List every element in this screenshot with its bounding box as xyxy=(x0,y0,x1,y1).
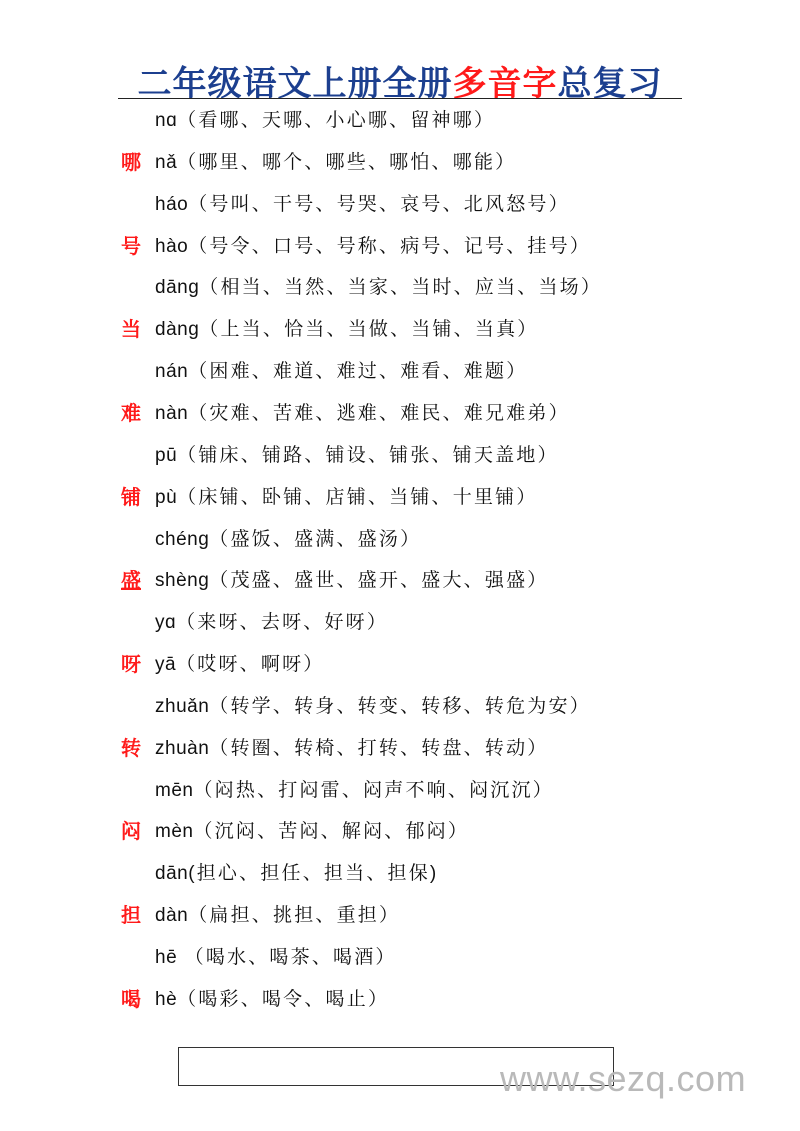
example-words: （号令、口号、号称、病号、记号、挂号） xyxy=(188,235,592,257)
pinyin: hè xyxy=(155,988,178,1010)
pinyin: nǎ xyxy=(155,151,178,173)
entry-text xyxy=(155,895,400,937)
example-words: （床铺、卧铺、店铺、当铺、十里铺） xyxy=(177,486,538,508)
example-words: （灾难、苦难、逃难、难民、难兄难弟） xyxy=(188,402,570,424)
entry-text xyxy=(155,184,570,226)
entry-text xyxy=(155,560,548,602)
entry-text xyxy=(155,435,559,477)
example-words: （沉闷、苦闷、解闷、郁闷） xyxy=(193,821,470,843)
entry-text xyxy=(155,100,495,142)
character-label: 难 xyxy=(121,402,141,425)
example-words: （扁担、挑担、重担） xyxy=(188,905,401,927)
entry-text xyxy=(155,979,389,1021)
pinyin: nɑ xyxy=(155,110,178,131)
pinyin: nán xyxy=(155,361,189,383)
pinyin: dàng xyxy=(155,319,200,341)
example-words: （看哪、天哪、小心哪、留神哪） xyxy=(177,110,496,131)
character-label: 当 xyxy=(121,319,141,342)
pinyin: hē xyxy=(155,947,178,968)
character-label: 呀 xyxy=(121,654,141,677)
example-words: （喝水、喝茶、喝酒） xyxy=(177,947,397,968)
pinyin: dān xyxy=(155,863,189,885)
entry-text xyxy=(155,602,388,644)
character-label: 闷 xyxy=(121,821,141,844)
example-words: （来呀、去呀、好呀） xyxy=(176,612,389,634)
character-label: 盛 xyxy=(121,570,141,593)
entry-text xyxy=(155,267,602,309)
character-label: 铺 xyxy=(121,486,141,509)
pinyin: dàn xyxy=(155,905,189,927)
entry-text xyxy=(155,309,538,351)
example-words: （哎呀、啊呀） xyxy=(176,654,325,676)
example-words: (担心、担任、担当、担保) xyxy=(188,863,439,885)
pinyin: nàn xyxy=(155,402,189,424)
entry-text xyxy=(155,351,527,393)
pinyin: zhuǎn xyxy=(155,695,210,717)
entry-text xyxy=(155,477,538,519)
entry-text xyxy=(155,393,570,435)
character-label: 哪 xyxy=(121,151,141,174)
entry-text xyxy=(155,728,548,770)
character-label: 号 xyxy=(121,235,141,258)
entry-text xyxy=(155,686,591,728)
example-words: （铺床、铺路、铺设、铺张、铺天盖地） xyxy=(177,444,559,466)
character-label: 担 xyxy=(121,905,141,928)
entry-text xyxy=(155,519,421,561)
title-part2: 总复习 xyxy=(557,65,663,103)
pinyin: chéng xyxy=(155,528,210,550)
example-words: （号叫、干号、号哭、哀号、北风怒号） xyxy=(188,193,570,215)
pinyin: yɑ xyxy=(155,612,177,634)
example-words: （喝彩、喝令、喝止） xyxy=(177,988,390,1010)
pinyin: shèng xyxy=(155,570,210,592)
watermark: www.sezq.com xyxy=(500,1058,747,1099)
entry-text xyxy=(155,142,516,184)
pinyin: háo xyxy=(155,193,189,215)
pinyin: mèn xyxy=(155,821,194,843)
pinyin: mēn xyxy=(155,779,194,801)
entry-text xyxy=(155,937,397,979)
example-words: （相当、当然、当家、当时、应当、当场） xyxy=(199,277,603,299)
example-words: （转学、转身、转变、转移、转危为安） xyxy=(209,695,591,717)
title-highlight: 多音字 xyxy=(452,65,558,103)
entry-text xyxy=(155,226,591,268)
example-words: （上当、恰当、当做、当铺、当真） xyxy=(199,319,539,341)
pinyin: pù xyxy=(155,486,178,508)
example-words: （哪里、哪个、哪些、哪怕、哪能） xyxy=(177,151,517,173)
pinyin: hào xyxy=(155,235,189,257)
pinyin: dāng xyxy=(155,277,200,299)
entry-text xyxy=(155,811,469,853)
pinyin: yā xyxy=(155,654,177,676)
example-words: （闷热、打闷雷、闷声不响、闷沉沉） xyxy=(193,779,554,801)
character-label: 转 xyxy=(121,737,141,760)
title-divider xyxy=(118,98,682,99)
example-words: （困难、难道、难过、难看、难题） xyxy=(188,361,528,383)
character-label: 喝 xyxy=(121,988,141,1011)
example-words: （茂盛、盛世、盛开、盛大、强盛） xyxy=(209,570,549,592)
entry-text xyxy=(155,853,438,895)
pinyin: pū xyxy=(155,444,178,466)
example-words: （盛饭、盛满、盛汤） xyxy=(209,528,422,550)
title-part1: 二年级语文上册全册 xyxy=(137,65,453,103)
entry-text xyxy=(155,770,554,812)
pinyin: zhuàn xyxy=(155,737,210,759)
entry-text xyxy=(155,644,324,686)
example-words: （转圈、转椅、打转、转盘、转动） xyxy=(209,737,549,759)
